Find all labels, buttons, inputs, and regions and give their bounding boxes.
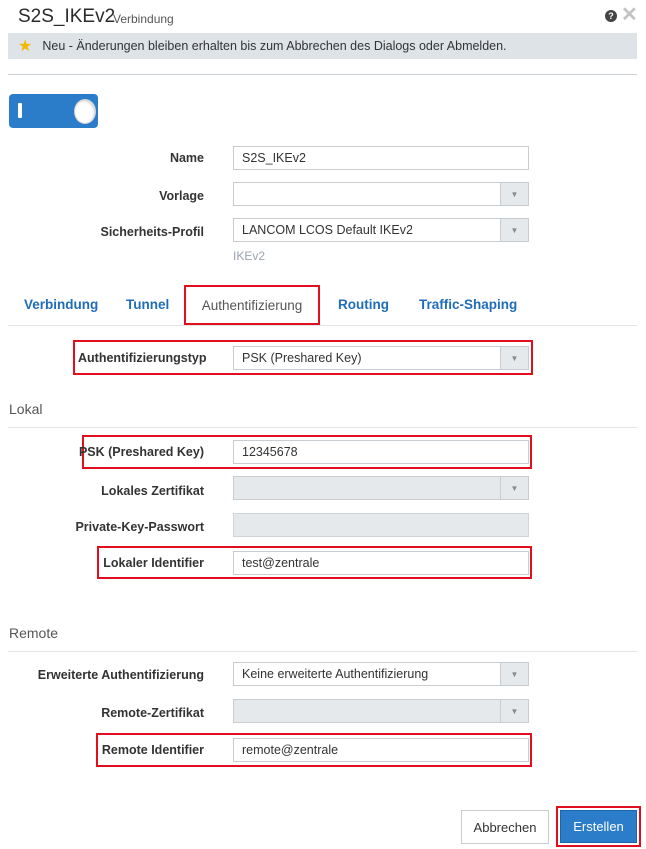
vorlage-select[interactable] [233,182,529,206]
sicherheits-profil-label: Sicherheits-Profil [100,225,204,239]
divider [8,74,637,75]
info-banner [8,33,637,59]
auth-type-value: PSK (Preshared Key) [242,351,362,365]
help-icon[interactable]: ? [605,10,617,22]
name-input[interactable]: S2S_IKEv2 [233,146,529,170]
tab-verbindung[interactable]: Verbindung [24,296,99,312]
chevron-down-icon: ▼ [500,183,528,205]
toggle-knob [74,99,96,124]
dialog-subtitle: Verbindung [113,12,174,26]
enable-toggle[interactable] [9,94,98,128]
section-lokal-title: Lokal [9,401,43,417]
create-button-highlight [556,806,641,847]
psk-label: PSK (Preshared Key) [78,445,204,459]
profil-hint: IKEv2 [233,249,266,263]
cancel-button[interactable]: Abbrechen [461,810,549,844]
tab-bar [8,285,637,326]
create-button[interactable]: Erstellen [560,810,637,843]
star-icon: ★ [18,38,33,55]
private-key-passwort-label: Private-Key-Passwort [75,520,204,534]
chevron-down-icon: ▼ [500,219,528,241]
divider [8,651,637,652]
tab-traffic-shaping[interactable]: Traffic-Shaping [419,296,518,312]
psk-input[interactable]: 12345678 [233,440,529,464]
auth-type-label: Authentifizierungstyp [78,351,207,365]
chevron-down-icon: ▼ [500,477,528,499]
name-label: Name [169,151,204,165]
private-key-passwort-input[interactable] [233,513,529,537]
tab-tunnel[interactable]: Tunnel [126,296,170,312]
close-icon[interactable]: ✕ [621,4,638,26]
tab-authentifizierung[interactable]: Authentifizierung [184,285,320,325]
toggle-on-indicator [18,103,22,118]
section-remote-title: Remote [9,625,59,641]
remote-identifier-label: Remote Identifier [101,743,204,757]
lokales-zertifikat-label: Lokales Zertifikat [101,484,204,498]
sicherheits-profil-value: LANCOM LCOS Default IKEv2 [242,223,413,237]
lokaler-identifier-label: Lokaler Identifier [103,556,204,570]
remote-identifier-input[interactable]: remote@zentrale [233,738,529,762]
chevron-down-icon: ▼ [500,700,528,722]
lokaler-identifier-input[interactable]: test@zentrale [233,551,529,575]
chevron-down-icon: ▼ [500,347,528,369]
lokales-zertifikat-select[interactable] [233,476,529,500]
dialog-title: S2S_IKEv2 [18,6,116,27]
erweiterte-auth-label: Erweiterte Authentifizierung [37,668,204,682]
sicherheits-profil-select[interactable] [233,218,529,242]
tab-routing[interactable]: Routing [338,296,389,312]
auth-type-select[interactable] [233,346,529,370]
vorlage-label: Vorlage [159,189,204,203]
banner-text: Neu - Änderungen bleiben erhalten bis zum Abbrechen des Dialogs oder Abmelden. [42,39,507,53]
remote-zertifikat-label: Remote-Zertifikat [101,706,204,720]
erweiterte-auth-select[interactable] [233,662,529,686]
erweiterte-auth-value: Keine erweiterte Authentifizierung [242,667,429,681]
divider [8,427,637,428]
remote-zertifikat-select[interactable] [233,699,529,723]
chevron-down-icon: ▼ [500,663,528,685]
